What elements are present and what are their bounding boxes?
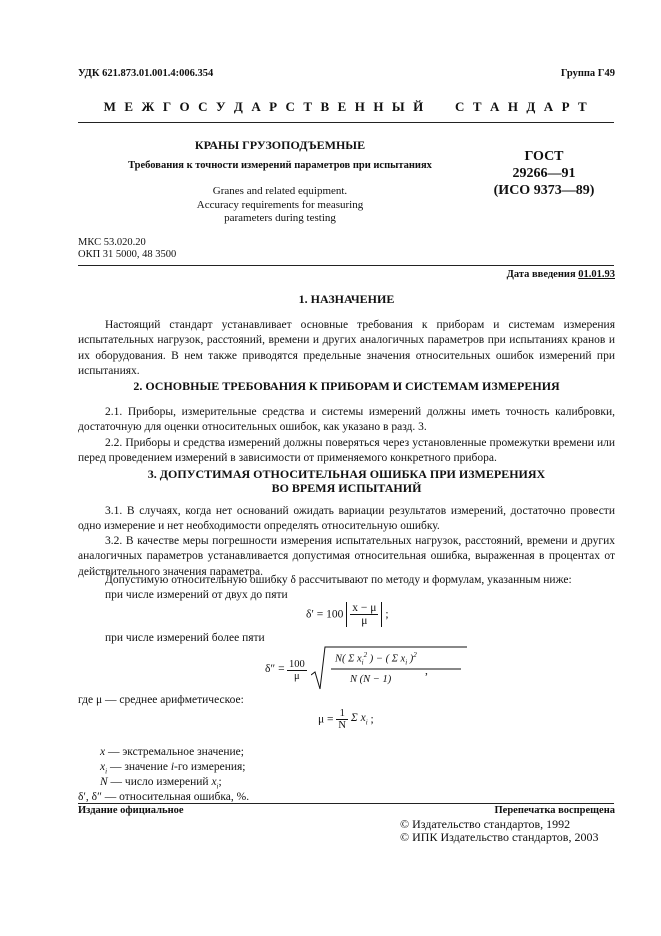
copyright-2003: © ИПК Издательство стандартов, 2003	[400, 830, 599, 844]
english-title	[130, 185, 430, 226]
definition-xi: $x_i$ — значение i-го измерения;	[100, 761, 246, 776]
where-mu: где μ — среднее арифметическое:	[78, 694, 244, 706]
english-title-line: Granes and related equipment.	[212, 185, 348, 197]
formula-mu: μ = $\frac{1}{N}$ Σ $x_i$ ;	[318, 708, 374, 731]
title-rule	[78, 265, 614, 266]
section-3-heading-line: ВО ВРЕМЯ ИСПЫТАНИЙ	[271, 481, 422, 495]
udk-code: УДК 621.873.01.001.4:006.354	[78, 68, 214, 79]
formula-1-numerator: x − μ	[352, 602, 377, 614]
formula-3-lhs: μ =	[318, 713, 334, 726]
group-code: Группа Г49	[560, 68, 615, 79]
section-2-paragraph-1: 2.1. Приборы, измерительные средства и системы измерений должны иметь точность калибровки, достаточную для оценки относительных ошибок, как указано в разд. 3.	[78, 406, 615, 434]
case-two-to-five: при числе измерений от двух до пяти	[105, 589, 288, 601]
definition-n: N — число измерений $x_i$;	[100, 776, 222, 791]
section-3-paragraph-3: Допустимую относительную ошибку δ рассчитывают по методу и формулам, указанным ниже:	[105, 574, 572, 586]
introduction-date	[507, 269, 615, 280]
case-more-than-five: при числе измерений более пяти	[105, 632, 265, 644]
formula-3-coef-num: 1	[336, 708, 348, 720]
mks-code: МКС 53.020.20	[78, 237, 146, 248]
copyright-1992: © Издательство стандартов, 1992	[400, 817, 571, 831]
classification-codes	[78, 237, 176, 261]
section-3-paragraph-2: 3.2. В качестве меры погрешности измерения испытательных нагрузок, расстояний, времени и других аналогичных параметров устанавливается допустимая относительная ошибка, выраженная в процентах от действительного значения параметра.	[78, 535, 615, 578]
standard-subtitle: Требования к точности измерений параметров при испытаниях	[128, 160, 432, 171]
reprint-prohibited: Перепечатка воспрещена	[494, 805, 615, 816]
copyright-block	[400, 818, 598, 844]
definition-x: x — экстремальное значение;	[100, 746, 244, 758]
english-title-line: parameters during testing	[224, 212, 336, 224]
gost-designation	[474, 148, 614, 199]
formula-2-denominator: N (N − 1)	[350, 674, 392, 685]
gost-label: ГОСТ	[524, 149, 564, 164]
okp-code: ОКП 31 5000, 48 3500	[78, 249, 177, 260]
formula-1-denominator: μ	[361, 615, 368, 627]
formula-2-coef-den: μ	[294, 671, 300, 682]
footer-rule	[78, 803, 614, 804]
official-edition: Издание официальное	[78, 805, 184, 816]
definition-delta: δ′, δ″ — относительная ошибка, %.	[78, 791, 250, 803]
section-3-heading	[78, 467, 615, 495]
section-1-text: Настоящий стандарт устанавливает основные требования к приборам и системам измерения испытательных нагрузок, расстояний, времени и других аналогичных параметров при испытаниях кранов и их оборудования. В нем также приводятся предельные значения относительных ошибок измерений при испытаниях.	[78, 319, 615, 377]
section-3-heading-line: 3. ДОПУСТИМАЯ ОТНОСИТЕЛЬНАЯ ОШИБКА ПРИ ИЗМЕРЕНИЯХ	[147, 467, 546, 481]
section-1-heading: 1. НАЗНАЧЕНИЕ	[298, 292, 395, 306]
formula-2-coef-num: 100	[289, 659, 305, 670]
formula-1-lhs: δ′ = 100	[306, 608, 344, 621]
interstate-standard-banner: М Е Ж Г О С У Д А Р С Т В Е Н Н Ы Й С Т А Н Д А Р Т	[103, 99, 590, 114]
header-rule	[78, 122, 614, 123]
english-title-line: Accuracy requirements for measuring	[196, 198, 364, 211]
standard-title: КРАНЫ ГРУЗОПОДЪЕМНЫЕ	[194, 138, 366, 152]
formula-2-lhs: δ″ =	[265, 663, 285, 675]
section-3-paragraph-1: 3.1. В случаях, когда нет оснований ожидать вариации результатов измерений, достаточно провести одно измерение и нет необходимости определять относительную ошибку.	[78, 505, 615, 533]
section-2-paragraph-2: 2.2. Приборы и средства измерений должны поверяться через установленные промежутки времени или перед проведением измерений в зависимости от применяемого конкретного прибора.	[78, 437, 615, 465]
formula-3-coef-den: N	[338, 720, 346, 731]
section-2-heading: 2. ОСНОВНЫЕ ТРЕБОВАНИЯ К ПРИБОРАМ И СИСТЕМАМ ИЗМЕРЕНИЯ	[133, 379, 560, 393]
gost-number: 29266—91	[512, 166, 576, 181]
formula-delta-prime: δ′ = 100 $\frac{x - \mu}{\mu}$ ;	[306, 602, 389, 627]
introduction-date-label: Дата введения	[506, 269, 576, 280]
iso-number: (ИСО 9373—89)	[493, 183, 595, 198]
introduction-date-value: 01.01.93	[578, 269, 615, 280]
formula-2-numerator: N( Σ $x_i^2$ ) − ( Σ $x_i$ )$^2$	[335, 651, 417, 667]
